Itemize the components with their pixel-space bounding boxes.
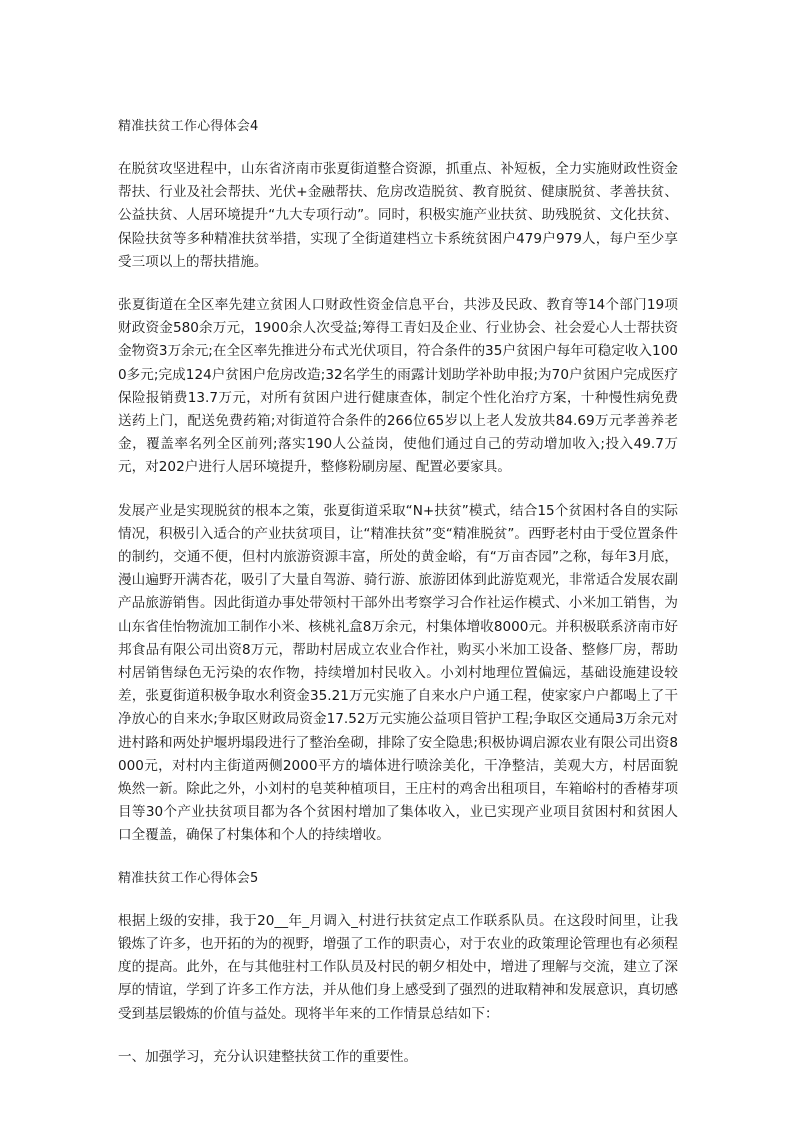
section-4-paragraph-3: 发展产业是实现脱贫的根本之策，张夏街道采取“N+扶贫”模式，结合15个贫困村各自的实际情况，积极引入适合的产业扶贫项目，让“精准扶贫”变“精准脱贫”。西野老村由于受位置条件的制约，交通不便，但村内旅游资源丰富，所处的黄金峪，有“万亩杏园”之称，每年3月底，漫山遍野开满杏花，吸引了大量自驾游、骑行游、旅游团体到此游览观光，非常适合发展农副产品旅游销售。因此街道办事处带领村干部外出考察学习合作社运作模式、小米加工销售，为山东省佳怡物流加工制作小米、核桃礼盒8万余元，村集体增收8000元。并积极联系济南市好邦食品有限公司出资8万元，帮助村居成立农业合作社，购买小米加工设备、整修厂房，帮助村居销售绿色无污染的农作物，持续增加村民收入。小刘村地理位置偏远，基础设施建设较差，张夏街道积极争取水利资金35.21万元实施了自来水户户通工程，使家家户户都喝上了干净放心的自来水;争取区财政局资金17.52万元实施公益项目管护工程;争取区交通局3万余元对进村路和两处护堰坍塌段进行了整治垒砌，排除了安全隐患;积极协调启源农业有限公司出资8000元，对村内主街道两侧2000平方的墙体进行喷涂美化，干净整洁，美观大方，村居面貌焕然一新。除此之外，小刘村的皂荚种植项目，王庄村的鸡舍出租项目，车箱峪村的香椿芽项目等30个产业扶贫项目都为各个贫困村增加了集体收入，业已实现产业项目贫困村和贫困人口全覆盖，确保了村集体和个人的持续增收。 <box>118 502 678 844</box>
section-4-paragraph-1: 在脱贫攻坚进程中，山东省济南市张夏街道整合资源，抓重点、补短板，全力实施财政性资金帮扶、行业及社会帮扶、光伏+金融帮扶、危房改造脱贫、教育脱贫、健康脱贫、孝善扶贫、公益扶贫、人居环境提升“九大专项行动”。同时，积极实施产业扶贫、助残脱贫、文化扶贫、保险扶贫等多种精准扶贫举措，实现了全街道建档立卡系统贫困户479户979人，每户至少享受三项以上的帮扶措施。 <box>118 161 678 270</box>
section-5-heading: 精准扶贫工作心得体会5 <box>118 870 259 886</box>
section-5-paragraph-2: 一、加强学习，充分认识建整扶贫工作的重要性。 <box>118 1048 418 1065</box>
document-page <box>118 116 678 1069</box>
section-4-heading: 精准扶贫工作心得体会4 <box>118 119 259 134</box>
section-5-paragraph-1: 根据上级的安排，我于20__年_月调入_村进行扶贫定点工作联系队员。在这段时间里，让我锻炼了许多，也开拓的为的视野，增强了工作的职责心，对于农业的政策理论管理也有必须程度的提高。此外，在与其他驻村工作队员及村民的朝夕相处中，增进了理解与交流，建立了深厚的情谊，学到了许多工作方法，并从他们身上感受到了强烈的进取精神和发展意识，真切感受到基层锻炼的价值与益处。现将半年来的工作情景总结如下： <box>118 912 678 1022</box>
section-4-paragraph-2: 张夏街道在全区率先建立贫困人口财政性资金信息平台，共涉及民政、教育等14个部门19项财政资金580余万元，1900余人次受益;筹得工青妇及企业、行业协会、社会爱心人士帮扶资金物资3万余元;在全区率先推进分布式光伏项目，符合条件的35户贫困户每年可稳定收入1000多元;完成124户贫困户危房改造;32名学生的雨露计划助学补助申报;为70户贫困户完成医疗保险报销费13.7万元，对所有贫困户进行健康查体，制定个性化治疗方案，十种慢性病免费送药上门，配送免费药箱;对街道符合条件的266位65岁以上老人发放共84.69万元孝善养老金，覆盖率名列全区前列;落实190人公益岗，使他们通过自己的劳动增加收入;投入49.7万元，对202户进行人居环境提升，整修粉刷房屋、配置必要家具。 <box>118 297 678 476</box>
